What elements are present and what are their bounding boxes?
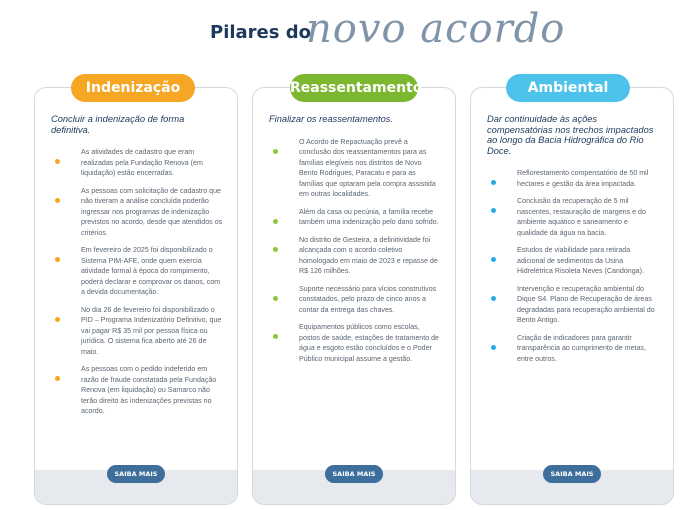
list-item-text: Equipamentos públicos como escolas, postos de saúde, estações de tratamento de água e esgoto estão concluídos e o Poder Público municipal assume a gestão. [299,323,439,363]
card-indenizacao [34,87,238,505]
list-item [51,147,223,179]
card-ambiental [470,87,674,505]
list-item [487,333,659,365]
pill-reassentamento: Reassentamento [290,74,418,102]
bullet-dot-icon [491,180,496,185]
card-item-list [51,147,223,417]
list-item-text: O Acordo de Repactuação prevê a conclusão dos reassentamentos para as famílias elegíveis nos distritos de Novo Bento Rodrigues, Paracatu e para as famílias que optaram pela compra assistida em outras localidades. [299,137,436,198]
list-item [51,364,223,417]
bullet-dot-icon [55,376,60,381]
list-item-text: Em fevereiro de 2025 foi disponibilizado o Sistema PIM-AFE, onde quem exercia atividade formal à época do rompimento, poderá declarar e comprovar os danos, com a devida documentação. [81,246,221,296]
list-item-text: Criação de indicadores para garantir transparência ao cumprimento de metas, entre outros. [517,333,646,363]
list-item-text: As pessoas com solicitação de cadastro que não tiveram a análise concluída poderão ingressar nos programas de indenização previstos no acordo, desde que atendidos os critérios. [81,186,223,237]
bullet-dot-icon [491,208,496,213]
card-item-list [269,137,441,365]
saiba-mais-button[interactable]: SAIBA MAIS [325,465,383,483]
card-subtitle: Finalizar os reassentamentos. [269,114,394,124]
bullet-dot-icon [491,257,496,262]
page-title-plain: Pilares do [210,22,311,43]
list-item [269,137,441,200]
bullet-dot-icon [55,257,60,262]
card-item-list [487,168,659,364]
saiba-mais-button[interactable]: SAIBA MAIS [107,465,165,483]
list-item [51,186,223,239]
saiba-mais-button[interactable]: SAIBA MAIS [543,465,601,483]
list-item [269,235,441,277]
list-item-text: Reflorestamento compensatório de 50 mil hectares e gestão da área impactada. [517,169,649,188]
list-item [269,284,441,316]
card-subtitle: Dar continuidade às ações compensatórias nos trechos impactados ao longo da Bacia Hidrográfica do Rio Doce. [487,114,654,156]
page-header [0,6,700,62]
list-item-text: Suporte necessário para vícios construtivos constatados, pelo prazo de cinco anos a contar da entrega das chaves. [299,284,437,314]
bullet-dot-icon [273,149,278,154]
list-item [51,245,223,298]
list-item-text: As atividades de cadastro que eram realizadas pela Fundação Renova (em liquidação) estão encerradas. [81,148,203,177]
list-item [487,245,659,277]
card-subtitle: Concluir a indenização de forma definitiva. [51,114,185,135]
bullet-dot-icon [491,345,496,350]
pill-ambiental: Ambiental [506,74,630,102]
list-item-text: Além da casa ou pecúnia, a família recebe também uma indenização pelo dano sofrido. [299,207,439,226]
list-item-text: Estudos de viabilidade para retirada adicional de sedimentos da Usina Hidrelétrica Risoleta Neves (Candonga). [517,246,644,275]
bullet-dot-icon [273,334,278,339]
list-item-text: No distrito de Gesteira, a definitividade foi alcançada com o acordo coletivo homologado em maio de 2023 e repasse de R$ 126 milhões. [299,235,438,275]
list-item [487,196,659,238]
list-item-text: As pessoas com o pedido indeferido em razão de fraude constatada pela Fundação Renova (em liquidação) ou Samarco não terão direito às indenizações previstas no acordo. [81,365,217,415]
bullet-dot-icon [273,296,278,301]
list-item [269,322,441,364]
card-reassentamento [252,87,456,505]
list-item [269,207,441,228]
bullet-dot-icon [55,198,60,203]
list-item [487,284,659,326]
list-item [487,168,659,189]
bullet-dot-icon [55,159,60,164]
list-item [51,305,223,358]
list-item-text: Conclusão da recuperação de 5 mil nascentes, restauração de margens e do ambiente aquático e saneamento e qualidade da água na bacia. [517,197,646,237]
bullet-dot-icon [491,296,496,301]
bullet-dot-icon [273,247,278,252]
bullet-dot-icon [273,219,278,224]
pill-indenizacao: Indenização [71,74,195,102]
page-title-script: novo acordo [306,6,566,52]
list-item-text: Intervenção e recuperação ambiental do Dique S4. Plano de Recuperação de áreas degradadas para recuperação ambiental do Bento Antigo. [517,284,655,324]
bullet-dot-icon [55,317,60,322]
list-item-text: No dia 26 de fevereiro foi disponibilizado o PID – Programa Indenizatório Definitivo, que vai pagar R$ 35 mil por pessoa física ou jurídica. O sistema fica aberto até 26 de maio. [81,305,222,356]
